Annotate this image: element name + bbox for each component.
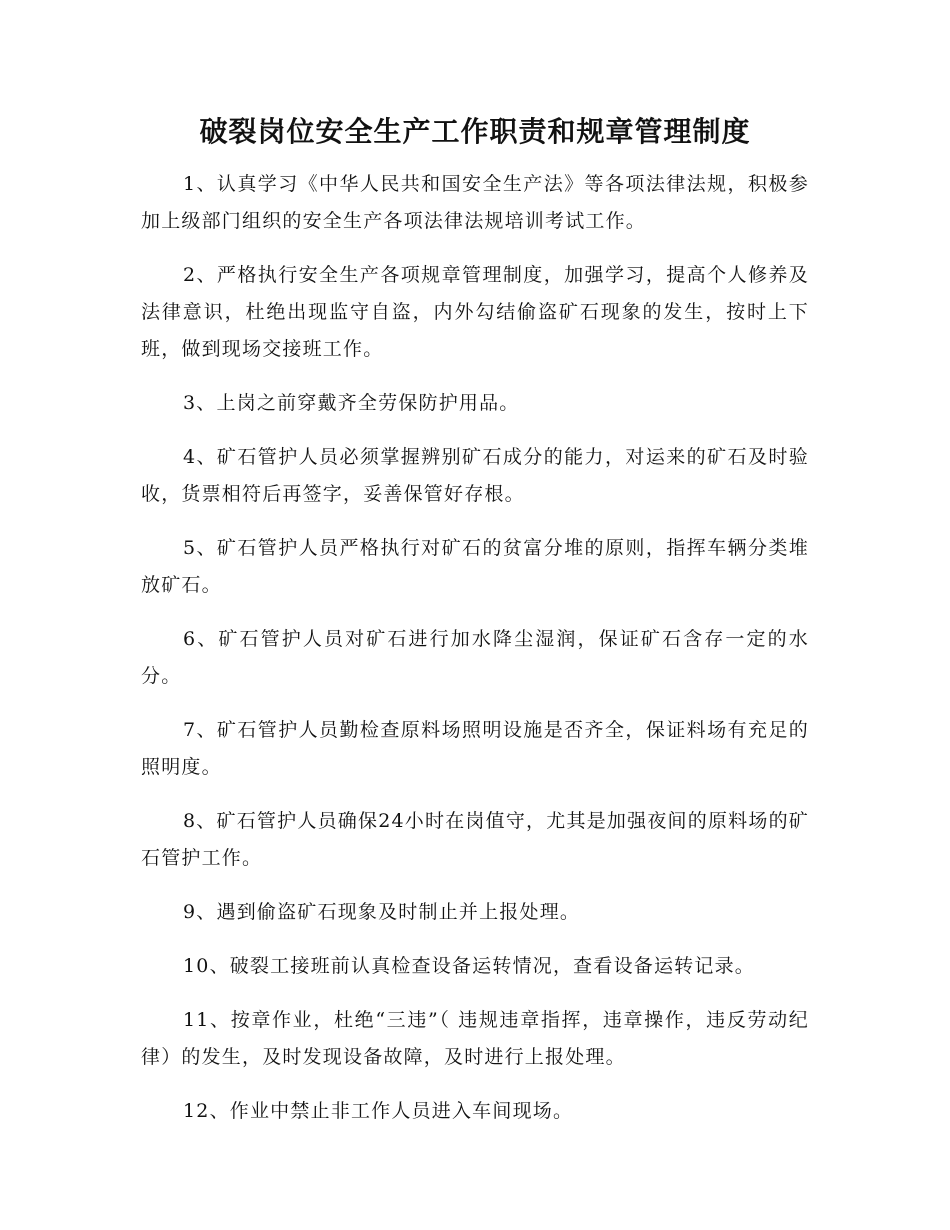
paragraph-5: 5、矿石管护人员严格执行对矿石的贫富分堆的原则，指挥车辆分类堆放矿石。 (141, 537, 809, 596)
paragraph-6: 6、矿石管护人员对矿石进行加水降尘湿润，保证矿石含存一定的水分。 (141, 628, 809, 687)
paragraph-12: 12、作业中禁止非工作人员进入车间现场。 (183, 1100, 574, 1122)
paragraph-4: 4、矿石管护人员必须掌握辨别矿石成分的能力，对运来的矿石及时验收，货票相符后再签字，妥善保管好存根。 (141, 446, 809, 505)
paragraph-10: 10、破裂工接班前认真检查设备运转情况，查看设备运转记录。 (183, 955, 755, 977)
paragraph-1: 1、认真学习《中华人民共和国安全生产法》等各项法律法规，积极参加上级部门组织的安全生产各项法律法规培训考试工作。 (141, 173, 809, 232)
paragraph-11: 11、按章作业，杜绝“三违”（ 违规违章指挥，违章操作，违反劳动纪律）的发生，及时发现设备故障，及时进行上报处理。 (141, 1009, 809, 1068)
paragraph-9: 9、遇到偷盗矿石现象及时制止并上报处理。 (183, 901, 581, 923)
document-title: 破裂岗位安全生产工作职责和规章管理制度 (199, 115, 751, 148)
paragraph-7: 7、矿石管护人员勤检查原料场照明设施是否齐全，保证料场有充足的照明度。 (141, 719, 809, 778)
paragraph-2: 2、严格执行安全生产各项规章管理制度，加强学习，提高个人修养及法律意识，杜绝出现监守自盗，内外勾结偷盗矿石现象的发生，按时上下班，做到现场交接班工作。 (141, 264, 809, 360)
paragraph-3: 3、上岗之前穿戴齐全劳保防护用品。 (183, 392, 520, 414)
document-body (141, 166, 809, 1147)
paragraph-8: 8、矿石管护人员确保24小时在岗值守，尤其是加强夜间的原料场的矿石管护工作。 (141, 810, 809, 869)
